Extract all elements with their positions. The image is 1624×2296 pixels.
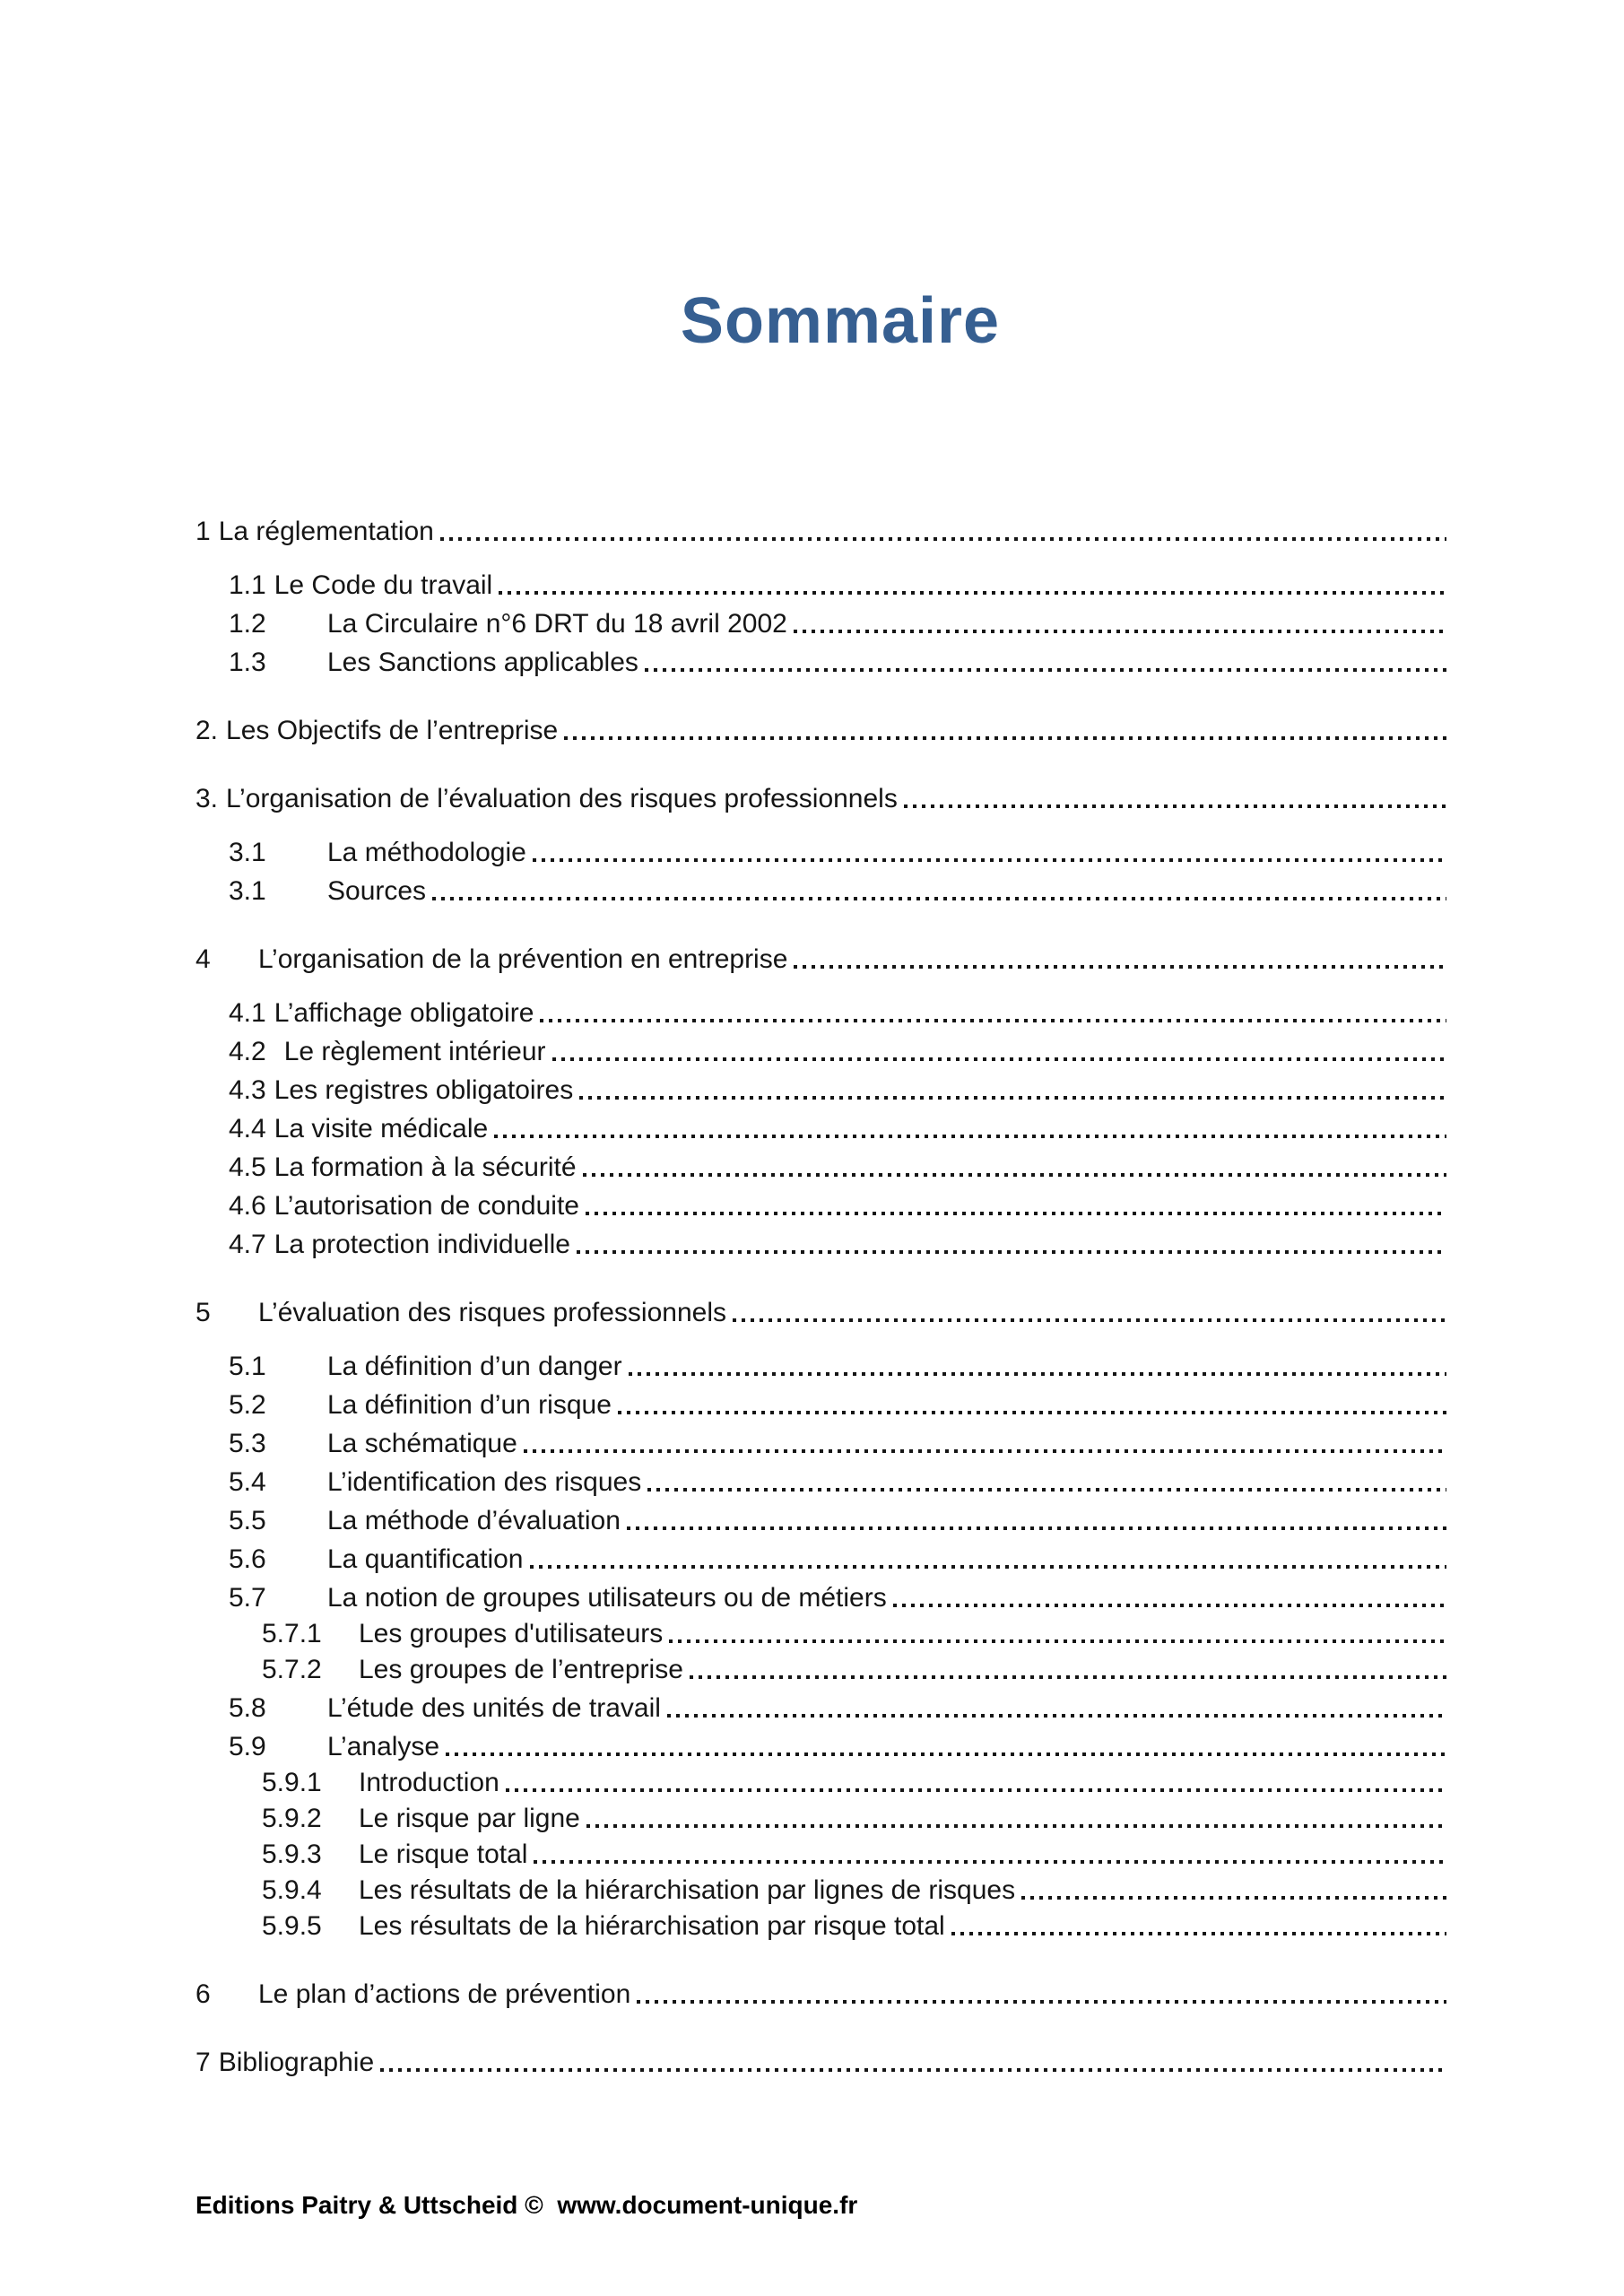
toc-entry-label: Le risque par ligne	[359, 1804, 580, 1833]
toc-entry	[262, 1767, 1446, 1799]
toc-entry	[229, 1428, 1446, 1460]
toc-entry-label: Les groupes de l’entreprise	[359, 1655, 683, 1684]
dotted-leader	[1021, 1896, 1446, 1900]
toc-entry-number: 5.5	[229, 1506, 266, 1535]
dotted-leader	[499, 591, 1446, 595]
toc-entry-label: Les Objectifs de l’entreprise	[226, 716, 559, 745]
toc-entry-number: 5.9.2	[262, 1804, 322, 1833]
toc-entry-label: L’identification des risques	[327, 1467, 642, 1497]
toc-entry-number: 6	[195, 1979, 211, 2009]
toc-entry-number: 4.2	[229, 1037, 266, 1066]
toc-entry-number: 3.1	[229, 838, 266, 867]
toc-entry-number: 5.9	[229, 1732, 266, 1761]
toc-entry-number: 5.1	[229, 1352, 266, 1381]
toc-list	[195, 516, 1446, 2079]
toc-entry-number: 4.5	[229, 1152, 266, 1182]
toc-entry	[195, 783, 1446, 815]
dotted-leader	[586, 1212, 1446, 1215]
toc-entry-number: 5.9.1	[262, 1768, 322, 1797]
toc-entry-label: La notion de groupes utilisateurs ou de métiers	[327, 1583, 887, 1613]
toc-entry-label: Le règlement intérieur	[283, 1037, 546, 1066]
toc-entry	[229, 837, 1446, 869]
toc-entry-number: 5.9.5	[262, 1911, 322, 1941]
dotted-leader	[618, 1411, 1446, 1414]
dotted-leader	[494, 1135, 1446, 1138]
toc-entry-number: 4.1	[229, 998, 266, 1028]
toc-entry-label: La protection individuelle	[274, 1230, 570, 1259]
toc-entry-label: Les résultats de la hiérarchisation par lignes de risques	[359, 1875, 1016, 1905]
toc-entry-number: 1.1	[229, 570, 266, 600]
toc-entry-number: 5.9.4	[262, 1875, 322, 1905]
toc-entry-number: 4.4	[229, 1114, 266, 1144]
toc-entry-label: Les résultats de la hiérarchisation par risque total	[359, 1911, 945, 1941]
toc-entry	[229, 997, 1446, 1030]
dotted-leader	[645, 668, 1446, 672]
toc-entry-label: L’organisation de la prévention en entreprise	[258, 944, 788, 974]
toc-entry-number: 4.3	[229, 1075, 266, 1105]
toc-entry-label: Le plan d’actions de prévention	[258, 1979, 631, 2009]
toc-entry-number: 3.	[195, 784, 219, 813]
toc-entry-label: La méthodologie	[327, 838, 526, 867]
toc-entry-label: La quantification	[327, 1544, 524, 1574]
toc-entry	[195, 944, 1446, 976]
toc-entry-label: L’autorisation de conduite	[274, 1191, 579, 1221]
toc-entry-number: 1.2	[229, 609, 266, 639]
dotted-leader	[540, 1019, 1446, 1022]
toc-entry-label: La formation à la sécurité	[274, 1152, 577, 1182]
toc-entry	[229, 1351, 1446, 1383]
dotted-leader	[534, 1860, 1446, 1864]
toc-entry-number: 1.3	[229, 648, 266, 677]
toc-entry	[229, 1466, 1446, 1499]
toc-entry-number: 5.2	[229, 1390, 266, 1420]
toc-entry	[262, 1803, 1446, 1835]
dotted-leader	[564, 736, 1446, 740]
toc-entry-number: 5.7.2	[262, 1655, 322, 1684]
toc-entry-label: L’analyse	[327, 1732, 440, 1761]
toc-entry	[262, 1839, 1446, 1871]
toc-entry-label: Introduction	[359, 1768, 499, 1797]
toc-entry	[229, 608, 1446, 640]
dotted-leader	[577, 1250, 1446, 1254]
dotted-leader	[446, 1752, 1446, 1756]
toc-entry-number: 2.	[195, 716, 219, 745]
toc-entry	[229, 1229, 1446, 1261]
toc-entry-label: La Circulaire n°6 DRT du 18 avril 2002	[327, 609, 787, 639]
toc-entry-label: Bibliographie	[218, 2048, 375, 2077]
toc-entry	[195, 1297, 1446, 1329]
toc-entry-label: La définition d’un risque	[327, 1390, 612, 1420]
toc-entry	[262, 1618, 1446, 1650]
toc-entry	[229, 1152, 1446, 1184]
dotted-leader	[637, 2000, 1446, 2004]
toc-entry	[229, 647, 1446, 679]
dotted-leader	[794, 965, 1446, 969]
page-title: Sommaire	[680, 285, 1001, 357]
toc-entry	[229, 1036, 1446, 1068]
dotted-leader	[629, 1372, 1446, 1376]
toc-entry	[195, 2047, 1446, 2079]
toc-entry	[229, 570, 1446, 602]
footer-text: Editions Paitry & Uttscheid © www.document-unique.fr	[195, 2191, 858, 2219]
dotted-leader	[506, 1788, 1446, 1792]
toc-entry-number: 7	[195, 2048, 211, 2077]
toc-entry	[229, 1692, 1446, 1725]
dotted-leader	[667, 1714, 1446, 1718]
dotted-leader	[951, 1932, 1446, 1935]
toc-entry-label: Les Sanctions applicables	[327, 648, 638, 677]
toc-entry-number: 4.7	[229, 1230, 266, 1259]
toc-entry	[229, 1544, 1446, 1576]
toc-entry-label: Le Code du travail	[274, 570, 493, 600]
toc-entry-label: Les registres obligatoires	[274, 1075, 574, 1105]
dotted-leader	[904, 804, 1446, 808]
dotted-leader	[586, 1824, 1446, 1828]
toc-entry	[229, 1389, 1446, 1422]
toc-entry-label: Les groupes d'utilisateurs	[359, 1619, 664, 1648]
dotted-leader	[579, 1096, 1446, 1100]
dotted-leader	[432, 897, 1446, 900]
toc-entry-label: L’évaluation des risques professionnels	[258, 1298, 726, 1327]
toc-entry	[229, 1582, 1446, 1614]
toc-entry-label: La réglementation	[218, 517, 434, 546]
toc-entry-number: 5.3	[229, 1429, 266, 1458]
toc-entry	[195, 1979, 1446, 2011]
dotted-leader	[380, 2068, 1446, 2072]
dotted-leader	[627, 1526, 1446, 1530]
dotted-leader	[530, 1565, 1447, 1569]
toc-entry-label: L’affichage obligatoire	[274, 998, 534, 1028]
toc-entry-label: La visite médicale	[274, 1114, 489, 1144]
dotted-leader	[440, 537, 1446, 541]
dotted-leader	[690, 1675, 1446, 1679]
toc-entry-label: L’étude des unités de travail	[327, 1693, 661, 1723]
dotted-leader	[533, 858, 1446, 862]
toc-entry-label: L’organisation de l’évaluation des risques professionnels	[226, 784, 898, 813]
dotted-leader	[794, 630, 1446, 633]
toc-entry	[229, 1731, 1446, 1763]
dotted-leader	[669, 1639, 1446, 1643]
dotted-leader	[552, 1057, 1446, 1061]
toc-entry	[262, 1874, 1446, 1907]
toc-entry-number: 3.1	[229, 876, 266, 906]
toc-entry-number: 5.7	[229, 1583, 266, 1613]
toc-entry	[195, 516, 1446, 548]
dotted-leader	[647, 1488, 1446, 1492]
toc-entry	[229, 1113, 1446, 1145]
toc-entry	[262, 1654, 1446, 1686]
toc-entry-number: 1	[195, 517, 211, 546]
dotted-leader	[583, 1173, 1446, 1177]
dotted-leader	[524, 1449, 1446, 1453]
toc-entry	[195, 715, 1446, 747]
dotted-leader	[733, 1318, 1446, 1322]
toc-entry-number: 5	[195, 1298, 211, 1327]
toc-entry-number: 4.6	[229, 1191, 266, 1221]
toc-entry	[229, 1190, 1446, 1222]
toc-entry-number: 5.4	[229, 1467, 266, 1497]
toc-entry	[229, 1074, 1446, 1107]
toc-entry	[229, 1505, 1446, 1537]
toc-entry	[262, 1910, 1446, 1943]
toc-entry-label: La définition d’un danger	[327, 1352, 622, 1381]
toc-entry-number: 4	[195, 944, 211, 974]
toc-entry-number: 5.8	[229, 1693, 266, 1723]
toc-entry-number: 5.7.1	[262, 1619, 322, 1648]
toc-entry	[229, 875, 1446, 908]
toc-entry-label: La méthode d’évaluation	[327, 1506, 621, 1535]
dotted-leader	[893, 1604, 1446, 1607]
toc-entry-number: 5.9.3	[262, 1839, 322, 1869]
toc-entry-label: Le risque total	[359, 1839, 528, 1869]
toc-entry-number: 5.6	[229, 1544, 266, 1574]
toc-entry-label: La schématique	[327, 1429, 517, 1458]
toc-entry-label: Sources	[327, 876, 427, 906]
